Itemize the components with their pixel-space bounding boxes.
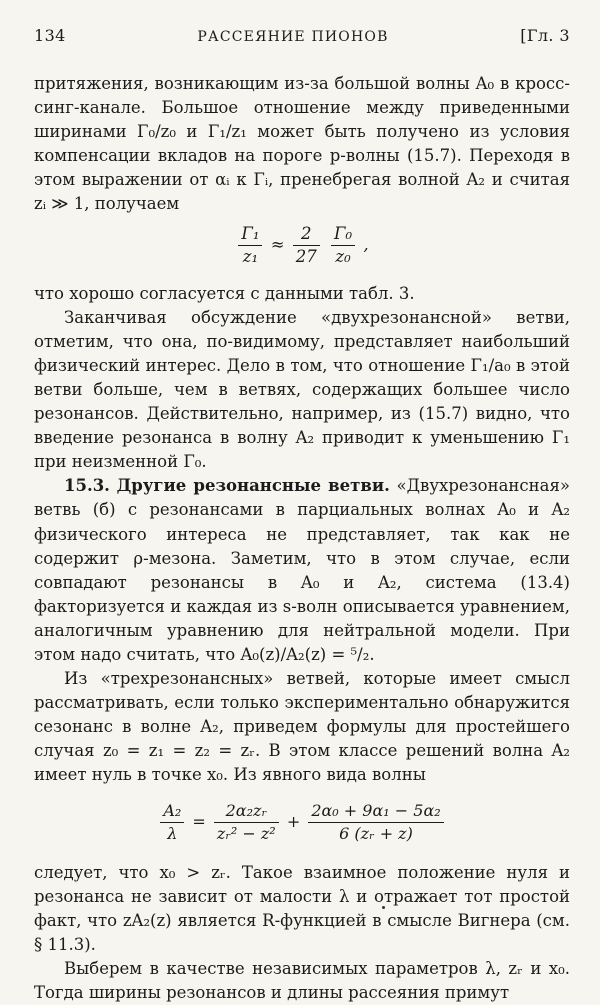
- approx-sign: ≈: [270, 234, 285, 254]
- fraction-denominator: zᵣ² − z²: [216, 823, 276, 843]
- section-title: Другие резонансные ветви.: [116, 476, 390, 496]
- chapter-label: [Гл. 3: [520, 26, 570, 45]
- running-header: [34, 26, 570, 48]
- fraction-denominator: 27: [295, 246, 317, 266]
- running-title: РАССЕЯНИЕ ПИОНОВ: [197, 29, 389, 45]
- fraction-gamma0-z0: [331, 223, 355, 268]
- plus-sign: +: [286, 811, 301, 831]
- fraction-numerator: 2α₀ + 9α₁ − 5α₂: [308, 800, 443, 823]
- fraction-term-1: [214, 800, 279, 845]
- fraction-numerator: 2α₂zᵣ: [214, 800, 279, 823]
- page-body: [34, 72, 570, 1005]
- fraction-term-2: [308, 800, 443, 845]
- formula-comma: ,: [363, 234, 369, 254]
- fraction-numerator: A₂: [160, 800, 184, 823]
- paragraph-section-15-3: [34, 474, 570, 667]
- fraction-denominator: λ: [167, 823, 178, 843]
- paragraph-2: что хорошо согласуется с данными табл. 3.: [34, 283, 415, 303]
- fraction-2-27: [293, 223, 320, 268]
- page-number: 134: [34, 26, 66, 45]
- paragraph-3: Заканчивая обсуждение «двухрезонансной» ветви, отметим, что она, по-видимому, представляет наибольший физический интерес. Дело в том, что отношение Γ₁/a₀ в этой ветви больше, чем в ветвях, содержащих большее число резонансов. Действительно, например, из (15.7) видно, что введение резонанса в волну A₂ приводит к уменьшению Γ₁ при неизменной Γ₀.: [34, 307, 570, 472]
- paragraph-1: притяжения, возникающим из-за большой волны A₀ в кросс-синг-канале. Большое отношение между приведенными ширинами Γ₀/z₀ и Γ₁/z₁ может быть получено из условия компенсации вкладов на пороге p-волны (15.7). Переходя в этом выражении от αᵢ к Γᵢ, пренебрегая волной A₂ и считая zᵢ ≫ 1, получаем: [34, 74, 570, 214]
- fraction-denominator: 6 (zᵣ + z): [339, 823, 413, 843]
- paragraph-5: Из «трехрезонансных» ветвей, которые имеет смысл рассматривать, если только экспериментально обнаружится сезонанс в волне A₂, приведем формулы для простейшего случая z₀ = z₁ = z₂ = zᵣ. В этом классе решений волна A₂ имеет нуль в точке x₀. Из явного вида волны: [34, 669, 570, 785]
- fraction-numerator: 2: [293, 223, 320, 246]
- paragraph-6: следует, что x₀ > zᵣ. Такое взаимное положение нуля и резонанса не зависит от малости λ и отражает тот простой факт, что zA₂(z) является R-функцией в смысле Вигнера (см. § 11.3).: [34, 862, 570, 954]
- ink-dot: [382, 906, 385, 909]
- fraction-a2-lambda: [160, 800, 184, 845]
- section-text: «Двухрезонансная» ветвь (б) с резонансами в парциальных волнах A₀ и A₂ физического интереса не представляет, так как не содержит ρ-мезона. Заметим, что в этом случае, если совпадают резонансы в A₀ и A₂, система (13.4) факторизуется и каждая из s-волн описывается уравнением, аналогичным уравнению для нейтральной модели. При этом надо считать, что A₀(z)/A₂(z) = ⁵/₂.: [34, 476, 570, 664]
- formula-width-ratio: [34, 223, 570, 268]
- fraction-numerator: Γ₀: [331, 223, 355, 246]
- section-number: 15.3.: [64, 476, 110, 496]
- formula-a2-wave: [34, 800, 570, 845]
- equals-sign: =: [192, 811, 206, 831]
- fraction-denominator: z₀: [335, 246, 351, 266]
- fraction-denominator: z₁: [242, 246, 259, 266]
- fraction-numerator: Γ₁: [238, 223, 262, 246]
- paragraph-7: Выберем в качестве независимых параметров λ, zᵣ и x₀. Тогда ширины резонансов и длины рассеяния примут: [34, 958, 570, 1002]
- fraction-gamma1-z1: [238, 223, 262, 268]
